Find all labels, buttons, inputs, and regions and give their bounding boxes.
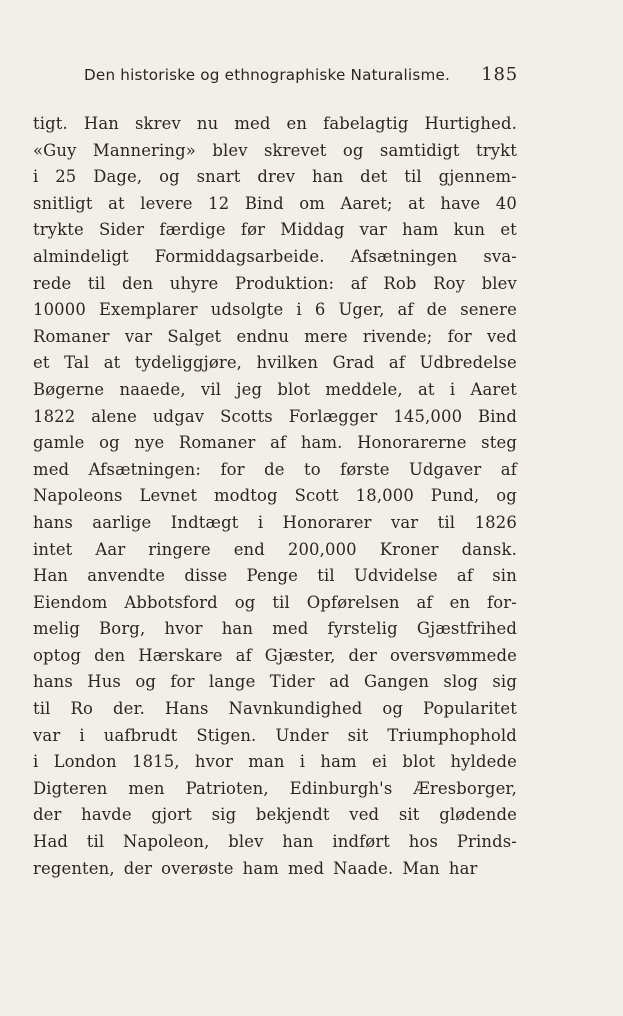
word: Kroner: [379, 539, 439, 559]
word: uhyre: [169, 273, 219, 293]
word: blot: [277, 379, 311, 399]
word: der: [33, 805, 62, 825]
word: var: [359, 220, 387, 240]
word: Rob: [383, 273, 417, 293]
word: Produktion:: [234, 273, 335, 293]
word: Afsætningen: [350, 246, 458, 266]
word: første: [340, 459, 390, 479]
word: Patrioten,: [185, 778, 269, 798]
word: Han: [33, 566, 69, 586]
word: Navnkundighed: [228, 699, 363, 719]
word: med: [234, 114, 271, 133]
word: den: [94, 645, 126, 665]
word: Aaret: [470, 379, 517, 399]
word: og: [496, 486, 517, 506]
word: udsolgte: [210, 300, 284, 320]
word: indført: [332, 832, 391, 852]
word: 40: [495, 193, 517, 213]
text-line: [33, 164, 517, 191]
word: Forlægger: [288, 406, 378, 426]
word: han: [221, 619, 254, 639]
word: London: [53, 752, 117, 772]
text-line: [33, 271, 517, 298]
text-line: [33, 669, 517, 696]
word: at: [408, 193, 425, 213]
word: Grad: [332, 353, 375, 373]
word: og: [135, 672, 156, 692]
word: Scotts: [220, 406, 273, 426]
word: i: [449, 379, 456, 399]
word: hvor: [194, 752, 234, 772]
text-line: [33, 856, 517, 883]
word: i: [296, 300, 302, 320]
word: rivende;: [362, 326, 433, 346]
word: have: [440, 193, 481, 213]
word: for: [220, 459, 245, 479]
running-header: [84, 64, 518, 88]
word: 1822: [33, 406, 76, 426]
word: Abbotsford: [124, 592, 218, 612]
word: hvor: [164, 619, 203, 639]
word: Romaner: [33, 326, 110, 346]
word: sig: [492, 672, 517, 692]
word: til: [404, 167, 422, 187]
word: Napoleon,: [123, 832, 210, 852]
word: endnu: [236, 326, 290, 346]
word: Indtægt: [170, 512, 239, 532]
word: Æresborger,: [413, 778, 517, 798]
word: Roy: [433, 273, 466, 293]
word: Hærskare: [138, 645, 223, 665]
word: Edinburgh's: [289, 778, 393, 798]
word: og: [342, 140, 364, 160]
word: Han: [83, 114, 119, 133]
word: i: [299, 752, 306, 772]
word: men: [128, 778, 165, 798]
word: at: [103, 353, 121, 373]
word: og: [382, 699, 404, 719]
word: ham.: [300, 433, 343, 453]
word: de: [264, 459, 285, 479]
word: Man: [402, 858, 440, 878]
word: sit: [398, 805, 420, 825]
word: Middag: [280, 220, 345, 240]
word: til: [86, 832, 105, 852]
word: en: [286, 114, 308, 133]
word: 12: [208, 193, 230, 213]
word: 25: [55, 167, 77, 187]
word: skrevet: [264, 140, 327, 160]
word: har: [448, 858, 478, 878]
word: modtog: [213, 486, 278, 506]
word: gjort: [151, 805, 192, 825]
word: Afsætningen:: [88, 459, 202, 479]
word: for-: [487, 592, 517, 612]
word: optog: [33, 645, 82, 665]
text-line: [33, 616, 517, 643]
word: blot: [402, 752, 436, 772]
word: tydeliggjøre,: [134, 353, 243, 373]
word: intet: [33, 539, 73, 559]
word: 145,000: [393, 406, 463, 426]
word: ham: [242, 858, 279, 878]
word: nu: [196, 114, 219, 133]
text-line: [33, 483, 517, 510]
word: Penge: [246, 566, 299, 586]
word: end: [233, 539, 265, 559]
page-number: 185: [481, 64, 518, 85]
word: ham: [402, 220, 439, 240]
word: Tal: [64, 353, 90, 373]
text-line: [33, 776, 517, 803]
word: en: [449, 592, 471, 612]
word: levere: [140, 193, 193, 213]
word: Aar: [95, 539, 126, 559]
text-line: [33, 802, 517, 829]
text-line: [33, 297, 517, 324]
word: var: [390, 512, 419, 532]
word: og: [159, 167, 180, 187]
word: Honorarer: [282, 512, 372, 532]
word: med: [272, 619, 309, 639]
word: senere: [460, 300, 517, 320]
text-line: [33, 217, 517, 244]
word: hvilken: [256, 353, 319, 373]
text-line: [33, 457, 517, 484]
word: Pund,: [430, 486, 480, 506]
word: færdige: [159, 220, 226, 240]
word: ved: [349, 805, 380, 825]
word: hans: [33, 672, 73, 692]
word: at: [417, 379, 435, 399]
word: før: [240, 220, 266, 240]
word: af: [350, 273, 367, 293]
word: af: [397, 300, 414, 320]
word: med: [287, 858, 325, 878]
word: Exemplarer: [98, 300, 198, 320]
word: Honorarerne: [357, 433, 467, 453]
word: slog: [443, 672, 479, 692]
word: Under: [275, 725, 329, 745]
text-line: [33, 723, 517, 750]
word: Bind: [244, 193, 284, 213]
word: 1826: [474, 512, 517, 532]
word: et: [33, 353, 50, 373]
word: af: [388, 353, 406, 373]
word: Triumphophold: [387, 725, 517, 745]
word: i: [33, 167, 39, 187]
word: dansk.: [461, 539, 517, 559]
word: Udvidelse: [353, 566, 438, 586]
word: fabelagtig: [323, 114, 409, 133]
word: den: [121, 273, 154, 293]
word: Napoleons: [33, 486, 123, 506]
word: og: [234, 592, 256, 612]
word: Salget: [167, 326, 222, 346]
word: jeg: [236, 379, 263, 399]
word: Aaret;: [340, 193, 393, 213]
word: snart: [196, 167, 241, 187]
word: Uger,: [338, 300, 385, 320]
word: at: [108, 193, 125, 213]
word: havde: [81, 805, 132, 825]
word: ham: [320, 752, 357, 772]
body-text: [33, 111, 517, 882]
word: Gjæster,: [264, 645, 336, 665]
word: ringere: [148, 539, 211, 559]
word: naaede,: [119, 379, 186, 399]
word: 10000: [33, 300, 86, 320]
word: Prinds-: [456, 832, 517, 852]
text-line: [33, 563, 517, 590]
word: til: [437, 512, 456, 532]
word: Popularitet: [423, 699, 517, 719]
word: Bøgerne: [33, 379, 105, 399]
text-line: [33, 244, 517, 271]
text-line: [33, 377, 517, 404]
word: Gangen: [363, 672, 430, 692]
word: gjennem-: [438, 167, 517, 187]
word: sig: [211, 805, 237, 825]
word: Naade.: [333, 858, 394, 878]
word: hos: [408, 832, 439, 852]
word: Eiendom: [33, 592, 108, 612]
word: af: [500, 459, 517, 479]
text-line: [33, 111, 517, 138]
word: Udbredelse: [419, 353, 517, 373]
word: tigt.: [33, 114, 68, 133]
word: anvendte: [87, 566, 166, 586]
word: Hurtighed.: [424, 114, 517, 133]
text-line: [33, 537, 517, 564]
word: blev: [228, 832, 264, 852]
word: hans: [33, 512, 73, 532]
word: det: [360, 167, 388, 187]
word: blev: [481, 273, 517, 293]
word: var: [124, 326, 153, 346]
text-line: [33, 404, 517, 431]
word: Tider: [269, 672, 315, 692]
word: af: [235, 645, 252, 665]
text-line: [33, 138, 517, 165]
word: blev: [212, 140, 248, 160]
word: der.: [112, 699, 145, 719]
word: samtidigt: [379, 140, 460, 160]
word: 1815,: [131, 752, 180, 772]
word: overøste: [161, 858, 234, 878]
word: han: [312, 167, 344, 187]
word: ad: [329, 672, 350, 692]
word: bekjendt: [255, 805, 330, 825]
word: Digteren: [33, 778, 108, 798]
word: 18,000: [355, 486, 414, 506]
word: Dage,: [93, 167, 143, 187]
word: Romaner: [178, 433, 256, 453]
text-line: [33, 324, 517, 351]
word: trykte: [33, 220, 84, 240]
text-line: [33, 696, 517, 723]
word: de: [426, 300, 448, 320]
word: for: [447, 326, 472, 346]
word: Hans: [164, 699, 209, 719]
word: lange: [208, 672, 256, 692]
word: vil: [200, 379, 222, 399]
word: der: [348, 645, 378, 665]
text-line: [33, 749, 517, 776]
text-line: [33, 350, 517, 377]
word: glødende: [439, 805, 517, 825]
word: sva-: [483, 246, 517, 266]
word: mere: [304, 326, 348, 346]
word: rede: [33, 273, 72, 293]
word: i: [79, 725, 85, 745]
word: melig: [33, 619, 80, 639]
word: steg: [481, 433, 517, 453]
word: af: [456, 566, 474, 586]
text-line: [33, 590, 517, 617]
word: sin: [492, 566, 517, 586]
text-line: [33, 829, 517, 856]
running-header-title: Den historiske og ethnographiske Naturalisme.: [84, 66, 451, 84]
word: Hus: [87, 672, 121, 692]
word: han: [282, 832, 314, 852]
word: om: [299, 193, 325, 213]
word: uafbrudt: [103, 725, 178, 745]
text-line: [33, 643, 517, 670]
word: meddele,: [325, 379, 403, 399]
word: til: [317, 566, 335, 586]
word: Had: [33, 832, 69, 852]
word: var: [33, 725, 61, 745]
word: snitligt: [33, 193, 93, 213]
text-line: [33, 430, 517, 457]
word: for: [170, 672, 195, 692]
word: Stigen.: [196, 725, 257, 745]
word: Sider: [98, 220, 145, 240]
word: «Guy: [33, 140, 77, 160]
word: hyldede: [450, 752, 517, 772]
word: der: [123, 858, 153, 878]
text-line: [33, 191, 517, 218]
word: drev: [257, 167, 296, 187]
word: ved: [487, 326, 517, 346]
word: 200,000: [287, 539, 357, 559]
word: Opførelsen: [306, 592, 400, 612]
word: af: [416, 592, 433, 612]
word: Mannering»: [92, 140, 196, 160]
word: Gjæstfrihed: [416, 619, 517, 639]
word: regenten,: [33, 858, 115, 878]
word: trykt: [476, 140, 517, 160]
word: to: [304, 459, 321, 479]
word: og: [99, 433, 120, 453]
word: gamle: [33, 433, 85, 453]
word: et: [500, 220, 517, 240]
word: med: [33, 459, 70, 479]
word: i: [33, 752, 39, 772]
word: Scott: [294, 486, 339, 506]
word: Udgaver: [408, 459, 482, 479]
word: Borg,: [99, 619, 146, 639]
word: Formiddagsarbeide.: [154, 246, 325, 266]
word: almindeligt: [33, 246, 129, 266]
word: man: [248, 752, 285, 772]
word: ei: [371, 752, 388, 772]
word: Bind: [478, 406, 517, 426]
word: Ro: [70, 699, 93, 719]
word: alene: [91, 406, 137, 426]
word: i: [257, 512, 264, 532]
word: til: [33, 699, 51, 719]
word: oversvømmede: [390, 645, 517, 665]
word: aarlige: [92, 512, 152, 532]
word: kun: [453, 220, 486, 240]
word: nye: [134, 433, 165, 453]
word: skrev: [134, 114, 181, 133]
word: 6: [314, 300, 326, 320]
word: udgav: [152, 406, 205, 426]
word: til: [87, 273, 106, 293]
word: sit: [347, 725, 369, 745]
word: til: [272, 592, 290, 612]
word: fyrstelig: [327, 619, 398, 639]
word: Levnet: [139, 486, 198, 506]
text-line: [33, 510, 517, 537]
word: disse: [184, 566, 228, 586]
word: af: [270, 433, 287, 453]
